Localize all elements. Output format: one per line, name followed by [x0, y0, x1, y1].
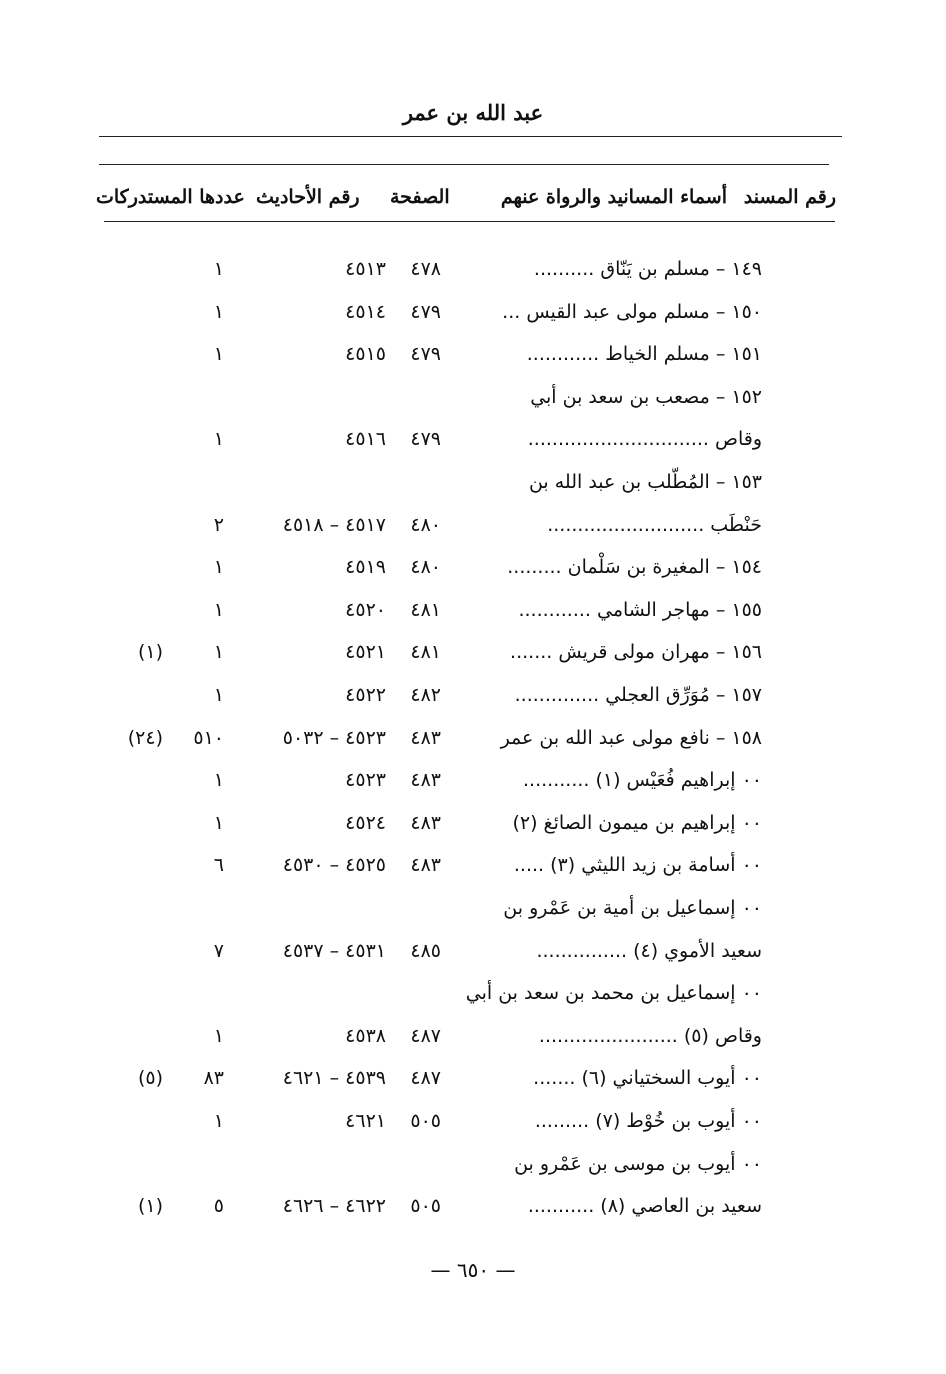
table-row [0, 514, 946, 554]
entry-page: ٥٠٥ [410, 1110, 441, 1132]
entry-page: ٤٨٠ [410, 513, 441, 536]
entry-name: ٠٠ أيوب بن موسى بن عَمْرو بن [514, 1152, 762, 1175]
page-number: — ٦٥٠ — [430, 1258, 516, 1282]
table-row [0, 854, 946, 894]
entry-name: ٠٠ إسماعيل بن أمية بن عَمْرو بن [503, 897, 762, 919]
entry-hadith-range: ٤٥٣١ – ٤٥٣٧ [282, 939, 386, 962]
table-row [0, 1195, 946, 1235]
entry-hadith-range: ٤٥٢٠ [345, 598, 386, 621]
entry-count: ١ [213, 343, 224, 366]
entry-name: ٠٠ إبراهيم بن ميمون الصائغ (٢) [512, 811, 762, 834]
entry-count: ١ [213, 556, 224, 579]
entry-page: ٤٨٧ [410, 1024, 441, 1047]
entry-page: ٤٨١ [410, 598, 441, 621]
entry-hadith-range: ٤٥٣٩ – ٤٦٢١ [282, 1067, 386, 1090]
entry-page: ٤٨٠ [410, 556, 441, 579]
entry-page: ٤٧٩ [410, 343, 441, 366]
entry-hadith-range: ٤٥٢٥ – ٤٥٣٠ [282, 854, 386, 877]
entry-count: ١ [213, 428, 224, 451]
entry-count: ١ [213, 258, 224, 280]
entry-name: ١٥٠ – مسلم مولى عبد القيس ... [502, 300, 762, 323]
table-row [0, 343, 946, 383]
entry-count: ١ [213, 300, 224, 323]
entry-hadith-range: ٤٥٢٤ [345, 811, 386, 834]
entry-hadith-range: ٤٦٢١ [345, 1110, 386, 1132]
entry-hadith-range: ٤٥٢٣ – ٥٠٣٢ [282, 726, 386, 749]
table-row [0, 684, 946, 724]
column-header-page: الصفحة [390, 186, 450, 208]
entry-count: ١ [213, 598, 224, 621]
entry-count: ١ [213, 1024, 224, 1047]
entry-name: ١٥١ – مسلم الخياط ............ [526, 343, 762, 366]
entry-hadith-range: ٤٥٣٨ [345, 1024, 386, 1047]
table-row [0, 1153, 946, 1193]
entry-page: ٤٨٣ [410, 854, 441, 877]
entry-supplement: (٢٤) [127, 726, 163, 749]
entry-hadith-range: ٤٥٢٣ [345, 769, 386, 792]
entry-count: ٥ [213, 1195, 224, 1218]
entry-name: ٠٠ إبراهيم فُعَيْس (١) ........... [523, 769, 762, 792]
entry-count: ٨٣ [203, 1067, 224, 1090]
entry-count: ١ [213, 684, 224, 706]
entry-name: ١٤٩ – مسلم بن يَنّاق .......... [533, 258, 762, 280]
table-row [0, 940, 946, 980]
entry-name: ٠٠ إسماعيل بن محمد بن سعد بن أبي [465, 982, 762, 1005]
table-row [0, 727, 946, 767]
entry-name: سعيد بن العاصي (٨) ........... [527, 1195, 762, 1218]
entry-count: ٢ [213, 513, 224, 536]
entry-name: ١٥٢ – مصعب بن سعد بن أبي [530, 385, 762, 408]
entry-page: ٤٨٢ [410, 684, 441, 706]
table-row [0, 258, 946, 298]
table-row [0, 812, 946, 852]
entry-name: ٠٠ أيوب السختياني (٦) ....... [533, 1067, 762, 1090]
entry-hadith-range: ٤٦٢٢ – ٤٦٢٦ [282, 1195, 386, 1218]
entry-hadith-range: ٤٥٢٢ [345, 684, 386, 706]
entry-hadith-range: ٤٥١٤ [345, 300, 386, 323]
table-row [0, 301, 946, 341]
entry-hadith-range: ٤٥٢١ [345, 641, 386, 664]
column-header-number: رقم المسند [743, 186, 836, 208]
entry-name: سعيد الأموي (٤) ............... [536, 939, 762, 962]
entry-page: ٤٧٨ [410, 258, 441, 280]
entry-count: ١ [213, 811, 224, 834]
entry-hadith-range: ٤٥١٦ [345, 428, 386, 451]
entry-name: ٠٠ أسامة بن زيد الليثي (٣) ..... [513, 854, 762, 877]
entry-hadith-range: ٤٥١٣ [345, 258, 386, 280]
entry-name: ١٥٧ – مُوَرِّق العجلي .............. [514, 684, 762, 706]
table-row [0, 1025, 946, 1065]
entry-page: ٤٨٣ [410, 726, 441, 749]
running-header: عبد الله بن عمر [402, 100, 544, 125]
column-header-hadith: رقم الأحاديث [256, 186, 360, 208]
table-row [0, 982, 946, 1022]
entry-count: ١ [213, 1110, 224, 1132]
entry-page: ٤٨٧ [410, 1067, 441, 1090]
table-row [0, 769, 946, 809]
entry-name: ١٥٣ – المُطّلب بن عبد الله بن [528, 471, 762, 493]
table-row [0, 386, 946, 426]
column-header-rule [104, 221, 835, 222]
entry-supplement: (١) [137, 641, 163, 664]
table-top-rule [99, 164, 829, 165]
entry-page: ٤٨١ [410, 641, 441, 664]
entry-name: وقاص .............................. [527, 428, 762, 451]
entry-supplement: (١) [137, 1195, 163, 1218]
table-row [0, 599, 946, 639]
entry-supplement: (٥) [137, 1067, 163, 1090]
entry-count: ١ [213, 641, 224, 664]
entry-count: ٧ [213, 939, 224, 962]
entry-count: ١ [213, 769, 224, 792]
table-row [0, 428, 946, 468]
entry-name: ١٥٤ – المغيرة بن سَلْمان ......... [507, 556, 762, 579]
entry-name: ١٥٥ – مهاجر الشامي ............ [518, 598, 762, 621]
entry-hadith-range: ٤٥١٩ [345, 556, 386, 579]
entry-hadith-range: ٤٥١٧ – ٤٥١٨ [282, 513, 386, 536]
table-row [0, 1067, 946, 1107]
entry-name: ١٥٦ – مهران مولى قريش ....... [510, 641, 762, 664]
entry-page: ٤٨٣ [410, 811, 441, 834]
entry-page: ٤٨٣ [410, 769, 441, 792]
table-row [0, 1110, 946, 1150]
table-row [0, 471, 946, 511]
entry-page: ٤٧٩ [410, 428, 441, 451]
entry-page: ٤٨٥ [410, 939, 441, 962]
table-row [0, 556, 946, 596]
entry-count: ٦ [213, 854, 224, 877]
entry-hadith-range: ٤٥١٥ [345, 343, 386, 366]
entry-page: ٤٧٩ [410, 300, 441, 323]
entry-name: حَنْطَب .......................... [547, 513, 762, 536]
table-row [0, 897, 946, 937]
column-header-names: أسماء المسانيد والرواة عنهم [500, 186, 727, 208]
entry-name: وقاص (٥) ....................... [538, 1024, 762, 1047]
entry-name: ٠٠ أيوب بن خُوْط (٧) ......... [534, 1110, 762, 1132]
header-rule [99, 136, 842, 137]
entry-page: ٥٠٥ [410, 1195, 441, 1218]
entry-count: ٥١٠ [193, 726, 224, 749]
table-row [0, 641, 946, 681]
column-header-count: عددها المستدركات [96, 186, 245, 208]
entry-name: ١٥٨ – نافع مولى عبد الله بن عمر [500, 726, 762, 749]
